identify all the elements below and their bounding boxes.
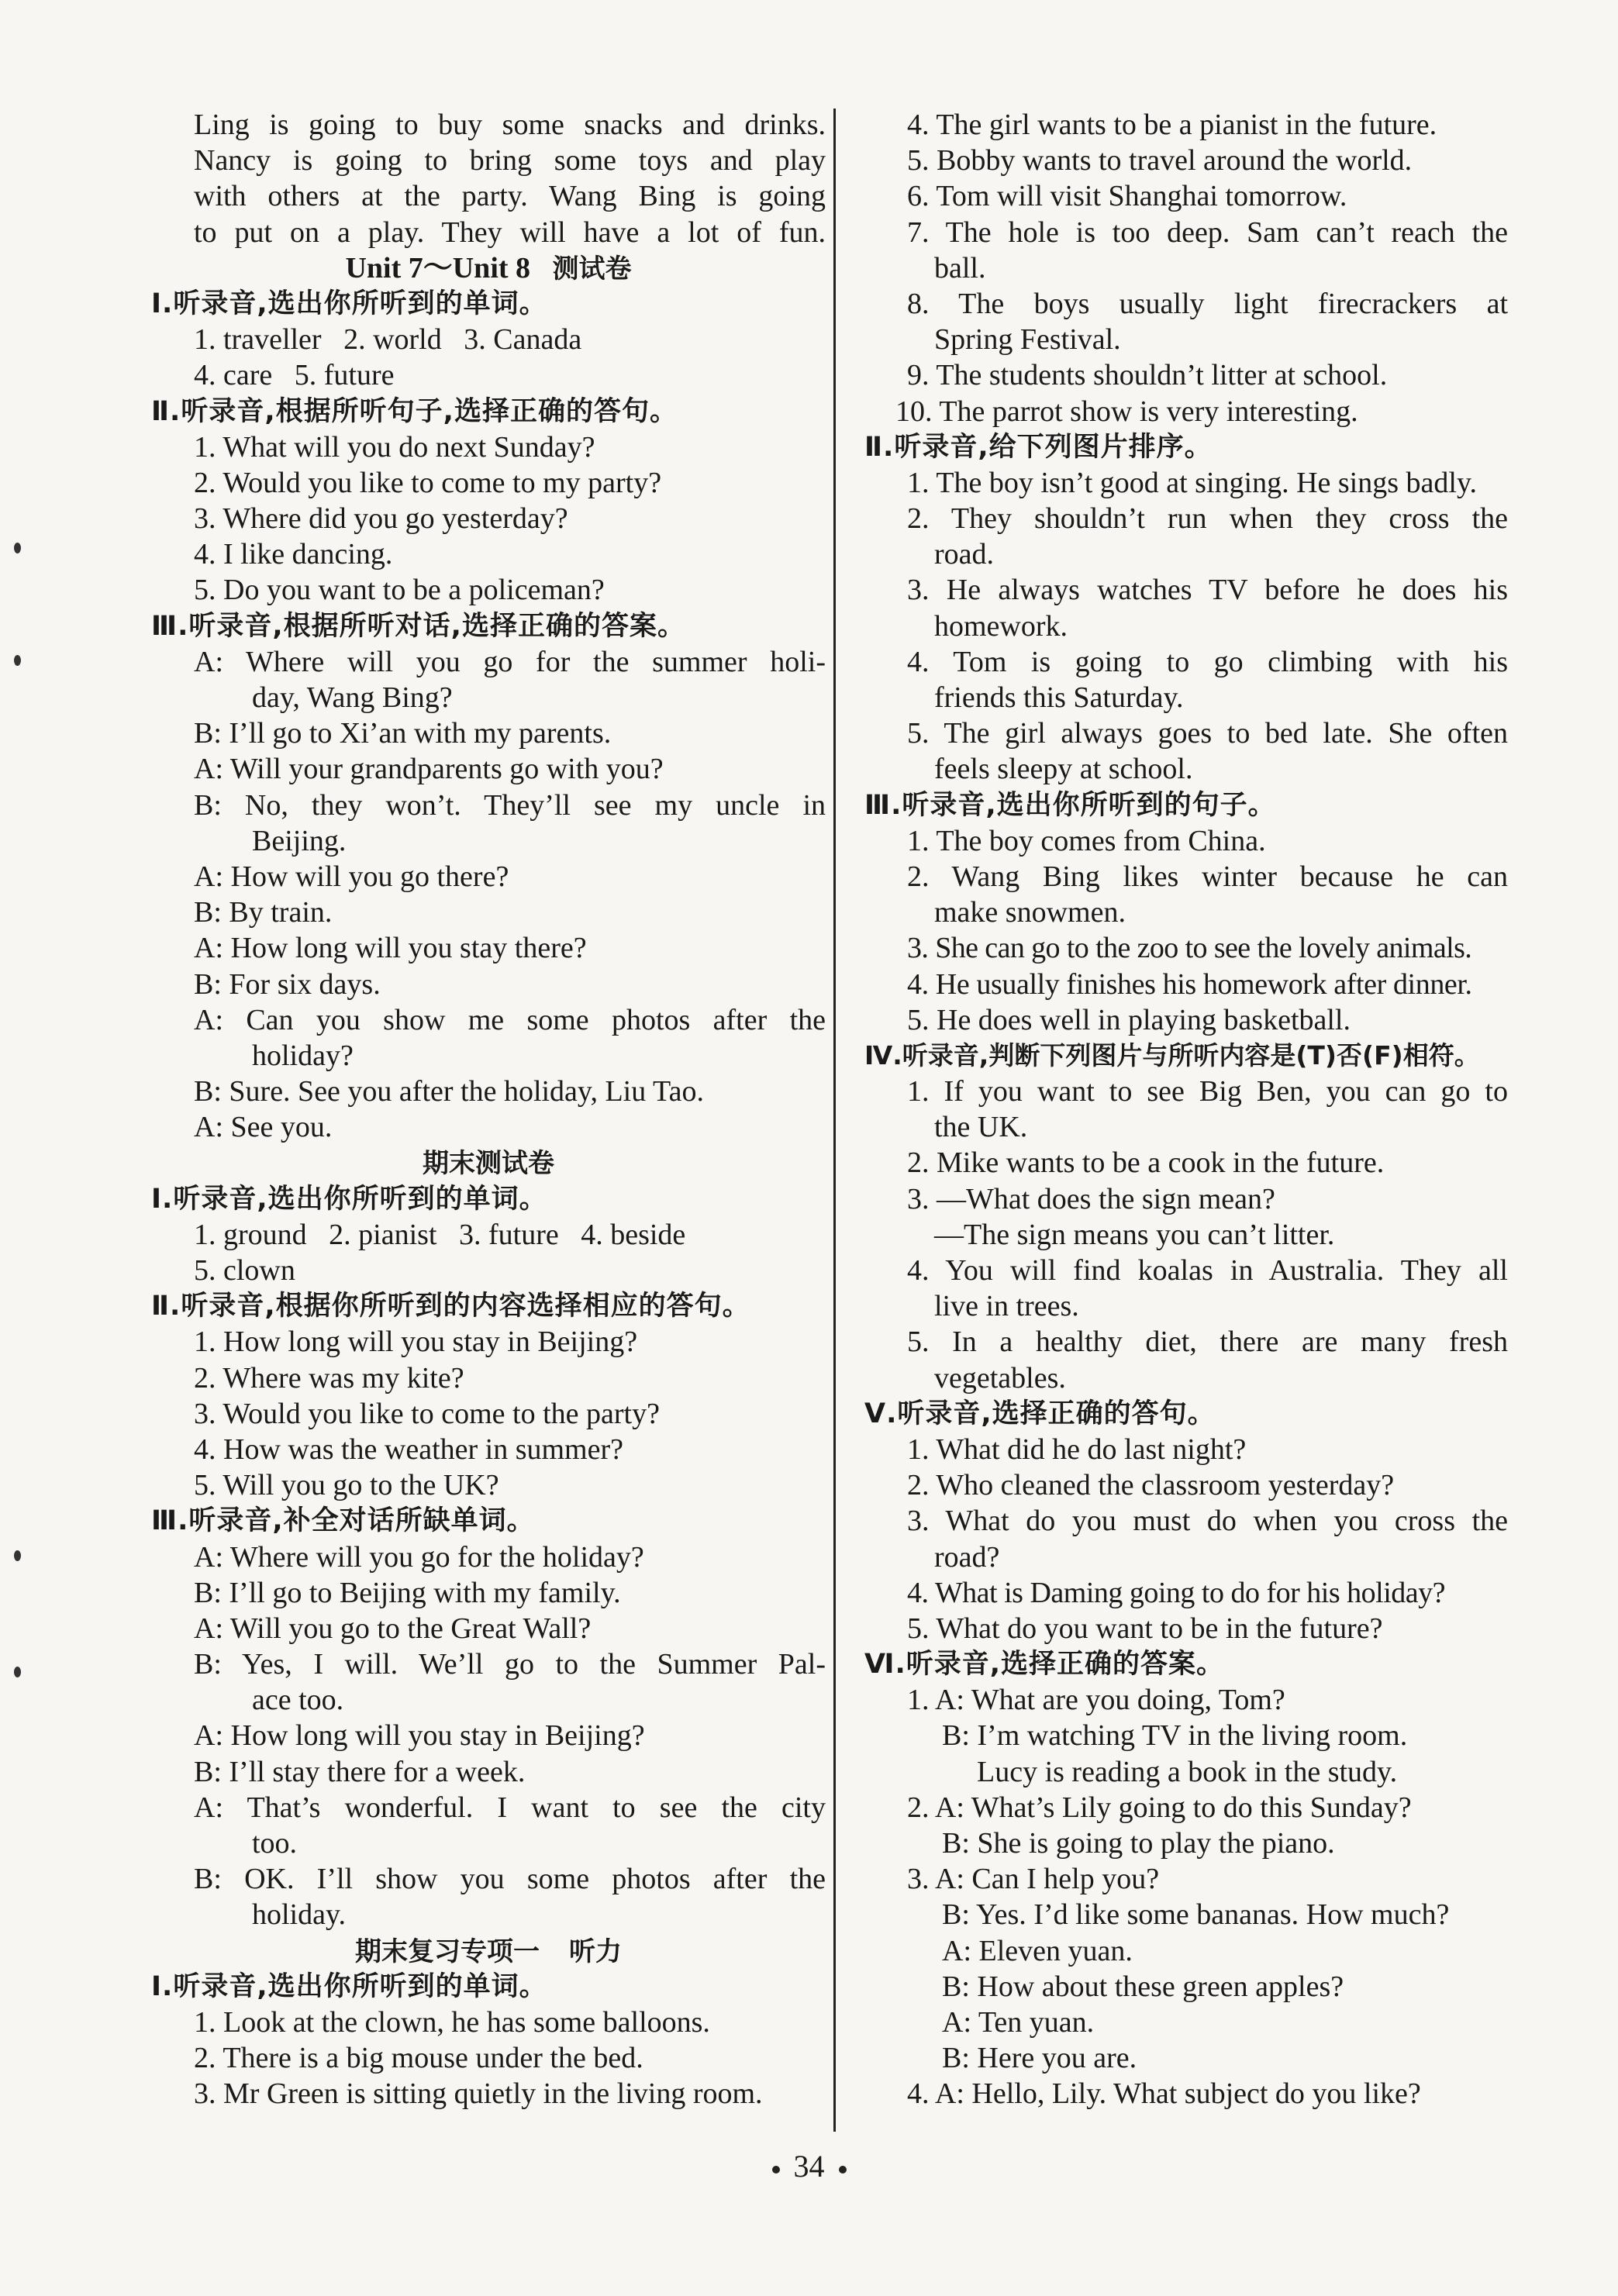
list-item: 4. I like dancing. (194, 538, 393, 571)
list-item: 2. Wang Bing likes winter because he can (907, 860, 1508, 893)
list-item: 4. How was the weather in summer? (194, 1432, 624, 1466)
list-item: homework. (934, 609, 1068, 643)
list-item: 3. Mr Green is sitting quietly in the living room. (194, 2077, 763, 2111)
dialog-line: Beijing. (252, 824, 347, 857)
page-number-text: 34 (793, 2149, 825, 2184)
dialog-line: ace too. (252, 1684, 344, 1717)
list-item: 5. In a healthy diet, there are many fresh (907, 1326, 1508, 1359)
dialog-line: B: OK. I’ll show you some photos after the (194, 1863, 826, 1896)
right-column (864, 107, 1508, 2112)
dialog-line: 4. A: Hello, Lily. What subject do you like? (907, 2077, 1421, 2111)
list-item: 5. The girl always goes to bed late. She often (907, 717, 1508, 750)
list-item: 4. Tom is going to go climbing with his (907, 645, 1508, 678)
list-item: 10. The parrot show is very interesting. (895, 395, 1358, 428)
list-item: live in trees. (934, 1290, 1079, 1323)
dialog-line: B: No, they won’t. They’ll see my uncle in (194, 788, 826, 822)
list-item: 7. The hole is too deep. Sam can’t reach the (907, 215, 1508, 249)
list-item: 3. Would you like to come to the party? (194, 1397, 660, 1430)
unit-test-title (151, 250, 826, 286)
dialog-line: B: I’ll go to Xi’an with my parents. (194, 717, 612, 750)
list-item: 1. The boy comes from China. (907, 824, 1266, 857)
review-title (151, 1933, 826, 1969)
dialog-line: Lucy is reading a book in the study. (977, 1755, 1398, 1788)
dialog-line: too. (252, 1827, 298, 1860)
list-item: 6. Tom will visit Shanghai tomorrow. (907, 180, 1347, 213)
list-item: vegetables. (934, 1361, 1066, 1394)
section-heading: Ⅱ.听录音,根据所听句子,选择正确的答句。 (151, 395, 678, 427)
list-item: friends this Saturday. (934, 681, 1184, 714)
margin-mark (14, 1667, 21, 1677)
section-heading: Ⅲ.听录音,补全对话所缺单词。 (151, 1505, 535, 1537)
dialog-line: A: That’s wonderful. I want to see the city (194, 1791, 826, 1824)
dialog-line: B: For six days. (194, 967, 381, 1001)
list-item: 2. Who cleaned the classroom yesterday? (907, 1469, 1395, 1502)
review-title-sub: 听力 (569, 1936, 622, 1967)
intro-line: Nancy is going to bring some toys and play (194, 144, 826, 178)
list-item: 4. What is Daming going to do for his holiday? (907, 1576, 1445, 1609)
dialog-line: B: Yes. I’d like some bananas. How much? (942, 1898, 1450, 1932)
list-item: 9. The students shouldn’t litter at school. (907, 359, 1388, 392)
word-row: 1. ground 2. pianist 3. future 4. beside (194, 1218, 686, 1251)
list-item: 1. The boy isn’t good at singing. He sings badly. (907, 466, 1477, 499)
list-item: 4. You will find koalas in Australia. They all (907, 1254, 1508, 1287)
list-item: 2. They shouldn’t run when they cross the (907, 502, 1508, 536)
dialog-line: B: Here you are. (942, 2042, 1137, 2075)
section-heading: Ⅱ.听录音,给下列图片排序。 (864, 431, 1213, 463)
list-item: 3. —What does the sign mean? (907, 1182, 1275, 1215)
list-item: Spring Festival. (934, 323, 1121, 357)
word-row: 5. clown (194, 1254, 295, 1287)
list-item: 4. The girl wants to be a pianist in the future. (907, 109, 1437, 141)
list-item: 2. Mike wants to be a cook in the future. (907, 1146, 1385, 1180)
bullet-icon (839, 2166, 847, 2174)
section-heading: Ⅴ.听录音,选择正确的答句。 (864, 1398, 1216, 1429)
dialog-line: A: Can you show me some photos after the (194, 1003, 826, 1036)
dialog-line: B: I’ll go to Beijing with my family. (194, 1576, 621, 1609)
list-item: ball. (934, 251, 986, 284)
section-heading: Ⅰ.听录音,选出你所听到的单词。 (151, 1183, 547, 1215)
intro-line: to put on a play. They will have a lot of fun. (194, 215, 826, 249)
section-heading: Ⅰ.听录音,选出你所听到的单词。 (151, 288, 547, 319)
list-item: 1. If you want to see Big Ben, you can go to (907, 1075, 1508, 1108)
list-item: 1. What did he do last night? (907, 1432, 1247, 1466)
section-heading: Ⅰ.听录音,选出你所听到的单词。 (151, 1970, 547, 2002)
intro-line: with others at the party. Wang Bing is going (194, 180, 826, 213)
dialog-line: A: Will you go to the Great Wall? (194, 1612, 592, 1645)
list-item: 3. She can go to the zoo to see the lovely animals. (907, 932, 1472, 965)
dialog-line: B: Sure. See you after the holiday, Liu Tao. (194, 1075, 704, 1108)
dialog-line: 1. A: What are you doing, Tom? (907, 1684, 1285, 1717)
list-item: 1. What will you do next Sunday? (194, 430, 595, 464)
final-test-title-text: 期末测试卷 (423, 1148, 554, 1180)
unit-test-title-en: Unit 7～Unit 8 (345, 251, 531, 284)
list-item: the UK. (934, 1111, 1028, 1144)
list-item: feels sleepy at school. (934, 753, 1193, 786)
dialog-line: holiday? (252, 1039, 354, 1072)
list-item: 2. Where was my kite? (194, 1361, 464, 1394)
column-divider (833, 109, 836, 2132)
dialog-line: A: Where will you go for the summer holi- (194, 645, 826, 678)
margin-mark (14, 655, 21, 666)
left-column (151, 107, 826, 2112)
dialog-line: B: She is going to play the piano. (942, 1827, 1335, 1860)
list-item: 4. He usually finishes his homework after dinner. (907, 967, 1472, 1001)
list-item: 2. There is a big mouse under the bed. (194, 2042, 643, 2075)
dialog-line: A: How will you go there? (194, 860, 509, 893)
word-row: 1. traveller 2. world 3. Canada (194, 323, 582, 357)
dialog-line: day, Wang Bing? (252, 681, 453, 714)
list-item: 3. He always watches TV before he does his (907, 574, 1508, 607)
dialog-line: A: How long will you stay in Beijing? (194, 1719, 645, 1753)
list-item: 8. The boys usually light firecrackers at (907, 287, 1508, 320)
intro-line: Ling is going to buy some snacks and drinks. (194, 109, 826, 141)
dialog-line: B: I’ll stay there for a week. (194, 1755, 526, 1788)
section-heading: Ⅱ.听录音,根据你所听到的内容选择相应的答句。 (151, 1291, 750, 1322)
list-item: —The sign means you can’t litter. (934, 1218, 1335, 1251)
page-number (0, 2147, 1618, 2186)
list-item: make snowmen. (934, 896, 1126, 929)
dialog-line: A: Will your grandparents go with you? (194, 753, 664, 786)
list-item: 5. Will you go to the UK? (194, 1469, 499, 1502)
dialog-line: holiday. (252, 1898, 347, 1932)
dialog-line: 2. A: What’s Lily going to do this Sunday? (907, 1791, 1412, 1824)
list-item: 3. Where did you go yesterday? (194, 502, 568, 536)
section-heading: Ⅳ.听录音,判断下列图片与所听内容是(T)否(F)相符。 (864, 1039, 1480, 1070)
unit-test-title-cn: 测试卷 (552, 253, 632, 284)
list-item: 2. Would you like to come to my party? (194, 466, 662, 499)
list-item: 5. Do you want to be a policeman? (194, 574, 605, 607)
margin-mark (14, 543, 21, 553)
review-title-main: 期末复习专项一 (355, 1936, 540, 1967)
dialog-line: 3. A: Can I help you? (907, 1863, 1160, 1896)
dialog-line: A: See you. (194, 1111, 333, 1144)
section-heading: Ⅲ.听录音,根据所听对话,选择正确的答案。 (151, 610, 685, 642)
section-heading: Ⅲ.听录音,选出你所听到的句子。 (864, 789, 1276, 821)
list-item: 3. What do you must do when you cross the (907, 1505, 1508, 1538)
dialog-line: B: How about these green apples? (942, 1970, 1344, 2003)
word-row: 4. care 5. future (194, 359, 395, 392)
final-test-title (151, 1145, 826, 1181)
list-item: road? (934, 1540, 1000, 1574)
section-heading: Ⅵ.听录音,选择正确的答案。 (864, 1649, 1225, 1681)
list-item: road. (934, 538, 995, 571)
dialog-line: A: How long will you stay there? (194, 932, 587, 965)
list-item: 5. He does well in playing basketball. (907, 1003, 1351, 1036)
list-item: 5. Bobby wants to travel around the world. (907, 144, 1413, 178)
dialog-line: A: Eleven yuan. (942, 1934, 1133, 1967)
list-item: 1. How long will you stay in Beijing? (194, 1326, 638, 1359)
dialog-line: A: Where will you go for the holiday? (194, 1540, 644, 1574)
dialog-line: B: By train. (194, 896, 333, 929)
dialog-line: B: Yes, I will. We’ll go to the Summer Pal- (194, 1648, 826, 1681)
dialog-line: B: I’m watching TV in the living room. (942, 1719, 1408, 1753)
bullet-icon (772, 2166, 780, 2174)
margin-mark (14, 1550, 21, 1561)
list-item: 5. What do you want to be in the future? (907, 1612, 1383, 1645)
list-item: 1. Look at the clown, he has some balloons. (194, 2005, 710, 2039)
dialog-line: A: Ten yuan. (942, 2005, 1095, 2039)
